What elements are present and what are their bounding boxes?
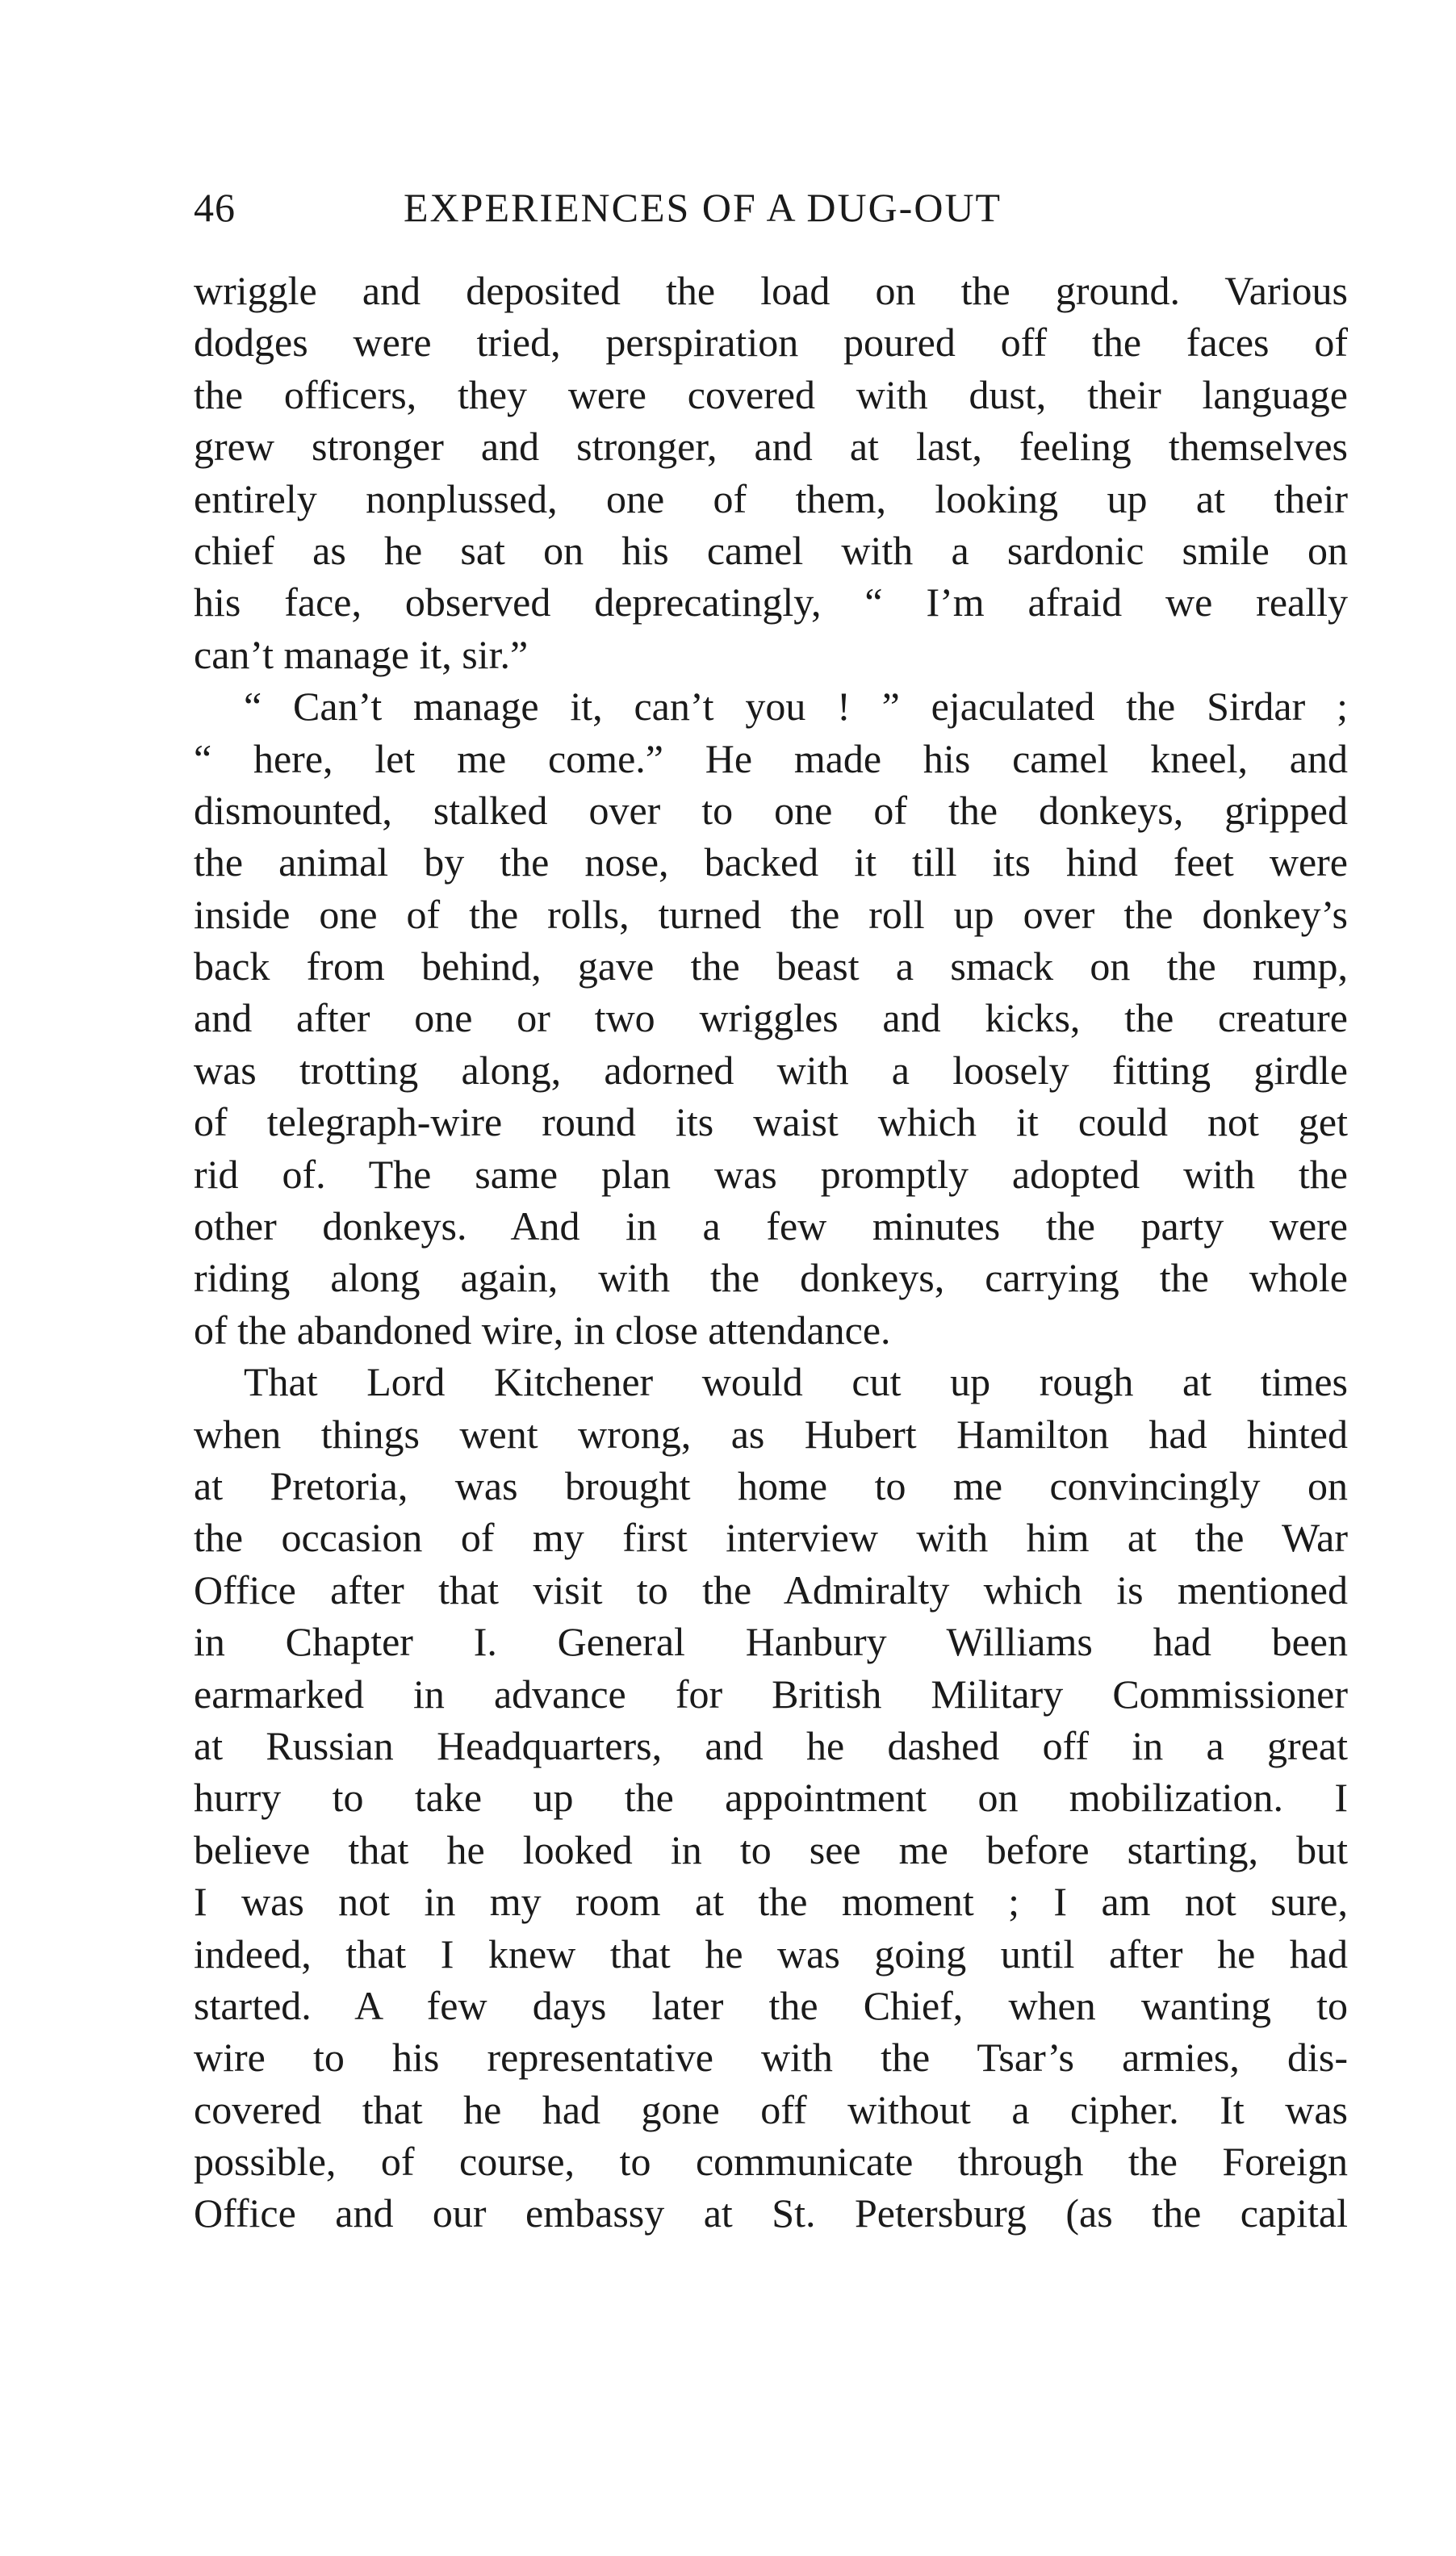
text-line: chief as he sat on his camel with a sardonic smile on bbox=[194, 527, 1348, 573]
text-line: I was not in my room at the moment ; I am not sure, bbox=[194, 1879, 1348, 1925]
text-line: wire to his representative with the Tsar’s armies, dis- bbox=[194, 2035, 1348, 2081]
text-line: inside one of the rolls, turned the roll up over the donkey’s bbox=[194, 891, 1348, 937]
text-line: the occasion of my first interview with him at the War bbox=[194, 1515, 1348, 1561]
text-line: dodges were tried, perspiration poured off the faces of bbox=[194, 320, 1348, 366]
body-text bbox=[194, 265, 1348, 2240]
text-line: of telegraph-wire round its waist which it could not get bbox=[194, 1099, 1348, 1145]
text-line: wriggle and deposited the load on the ground. Various bbox=[194, 268, 1348, 313]
text-line: the animal by the nose, backed it till its hind feet were bbox=[194, 839, 1348, 885]
text-line: at Pretoria, was brought home to me convincingly on bbox=[194, 1462, 1348, 1508]
text-line: entirely nonplussed, one of them, looking up at their bbox=[194, 475, 1348, 521]
text-line: the officers, they were covered with dust, their language bbox=[194, 371, 1348, 417]
text-line: earmarked in advance for British Military Commissioner bbox=[194, 1671, 1348, 1717]
text-line: rid of. The same plan was promptly adopted with the bbox=[194, 1151, 1348, 1197]
text-line: started. A few days later the Chief, when wanting to bbox=[194, 1982, 1348, 2028]
text-line: “ Can’t manage it, can’t you ! ” ejaculated the Sirdar ; bbox=[244, 684, 1348, 730]
text-line: and after one or two wriggles and kicks, the creature bbox=[194, 995, 1348, 1041]
text-line: believe that he looked in to see me before starting, but bbox=[194, 1826, 1348, 1872]
text-line: his face, observed deprecatingly, “ I’m afraid we really bbox=[194, 579, 1348, 625]
running-title: EXPERIENCES OF A DUG-OUT bbox=[404, 185, 1002, 230]
text-line: “ here, let me come.” He made his camel kneel, and bbox=[194, 735, 1348, 781]
text-line: was trotting along, adorned with a loosely fitting girdle bbox=[194, 1047, 1348, 1093]
text-line: other donkeys. And in a few minutes the party were bbox=[194, 1203, 1348, 1249]
text-line: Office after that visit to the Admiralty which is mentioned bbox=[194, 1567, 1348, 1613]
text-line: dismounted, stalked over to one of the donkeys, gripped bbox=[194, 787, 1348, 833]
text-line: grew stronger and stronger, and at last, feeling themselves bbox=[194, 424, 1348, 470]
text-line: when things went wrong, as Hubert Hamilton had hinted bbox=[194, 1411, 1348, 1457]
text-line: Office and our embassy at St. Petersburg (as the capital bbox=[194, 2190, 1348, 2236]
text-line: possible, of course, to communicate through the Foreign bbox=[194, 2139, 1348, 2185]
text-line: That Lord Kitchener would cut up rough at times bbox=[244, 1359, 1348, 1405]
text-line: in Chapter I. General Hanbury Williams had been bbox=[194, 1619, 1348, 1665]
text-line: at Russian Headquarters, and he dashed off in a great bbox=[194, 1722, 1348, 1768]
text-line: indeed, that I knew that he was going until after he had bbox=[194, 1931, 1348, 1977]
text-line: hurry to take up the appointment on mobilization. I bbox=[194, 1775, 1348, 1821]
text-line: riding along again, with the donkeys, carrying the whole bbox=[194, 1255, 1348, 1301]
text-line: covered that he had gone off without a cipher. It was bbox=[194, 2086, 1348, 2132]
running-header bbox=[194, 179, 1348, 236]
page-number: 46 bbox=[194, 185, 236, 230]
text-line: back from behind, gave the beast a smack on the rump, bbox=[194, 943, 1348, 989]
text-line: can’t manage it, sir.” bbox=[194, 631, 529, 677]
text-line: of the abandoned wire, in close attendance. bbox=[194, 1307, 891, 1353]
